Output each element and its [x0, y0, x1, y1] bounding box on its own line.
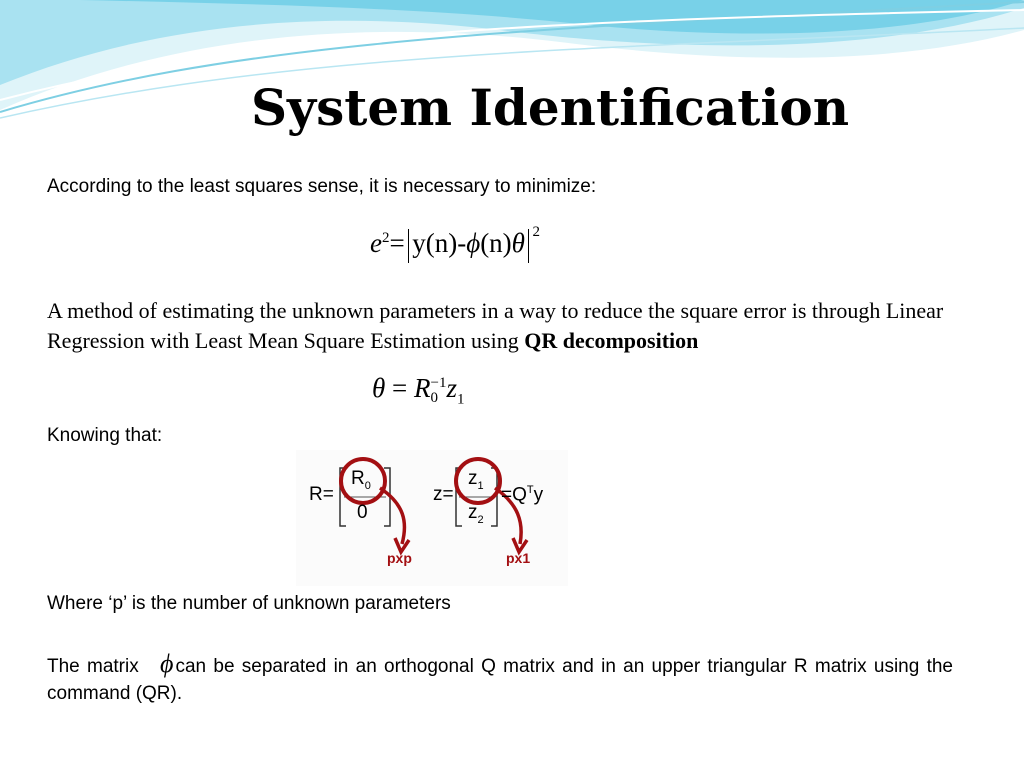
- abs-bar-left: [408, 229, 410, 263]
- eq2-r: R: [414, 373, 431, 403]
- theta-equation: [372, 373, 464, 408]
- method-bold-text: QR decomposition: [524, 328, 699, 353]
- where-note: Where ‘p’ is the number of unknown parameters: [47, 593, 451, 614]
- z-label: z=: [433, 484, 454, 505]
- method-text: A method of estimating the unknown parameters in a way to reduce the square error is through Linear Regression with Least Mean Square Estimation using: [47, 298, 944, 353]
- eq2-theta: θ: [372, 373, 386, 403]
- matrix-lead: The matrix: [47, 656, 139, 677]
- method-paragraph: [47, 296, 957, 356]
- eq2-equals: =: [392, 373, 408, 403]
- qr-matrix-figure: [296, 450, 568, 586]
- eq2-r-sub: 0: [430, 389, 438, 406]
- error-equation: [370, 224, 540, 263]
- z2-entry: $z_2$: [468, 502, 484, 526]
- r-zero-entry: 0: [357, 502, 368, 523]
- intro-text: According to the least squares sense, it is necessary to minimize:: [47, 176, 597, 197]
- eq2-z-sub: 1: [456, 391, 465, 408]
- eq2-inverse: −1: [430, 374, 447, 391]
- pxp-label: pxp: [387, 550, 412, 566]
- eq-abs-exp: 2: [532, 224, 540, 240]
- eq-n2: (n): [480, 228, 512, 258]
- eq-minus: -: [457, 228, 467, 258]
- r-label: R=: [309, 484, 334, 505]
- z1-entry: $z_1$: [468, 468, 484, 492]
- abs-bar-right: [528, 229, 530, 263]
- r0-entry: $R_0$: [351, 468, 371, 492]
- eq-equals: =: [389, 228, 405, 258]
- eq-phi: ϕ: [466, 228, 481, 258]
- phi-symbol: ϕ: [160, 649, 174, 678]
- matrix-rest: can be separated in an orthogonal Q matrix and in an upper triangular R matrix using the command (QR).: [47, 656, 953, 704]
- qt-y-expression: $=Q^Ty$: [501, 484, 544, 506]
- px1-label: px1: [506, 550, 531, 566]
- eq-e: e: [370, 228, 382, 258]
- eq-n1: (n): [425, 228, 458, 258]
- matrix-paragraph: [47, 650, 953, 707]
- eq-theta: θ: [511, 228, 525, 258]
- slide-title: System Identification: [250, 78, 850, 137]
- eq-e-exp: 2: [381, 230, 390, 246]
- knowing-text: Knowing that:: [47, 425, 163, 446]
- eq-y: y: [412, 228, 426, 258]
- eq2-z: z: [446, 373, 457, 403]
